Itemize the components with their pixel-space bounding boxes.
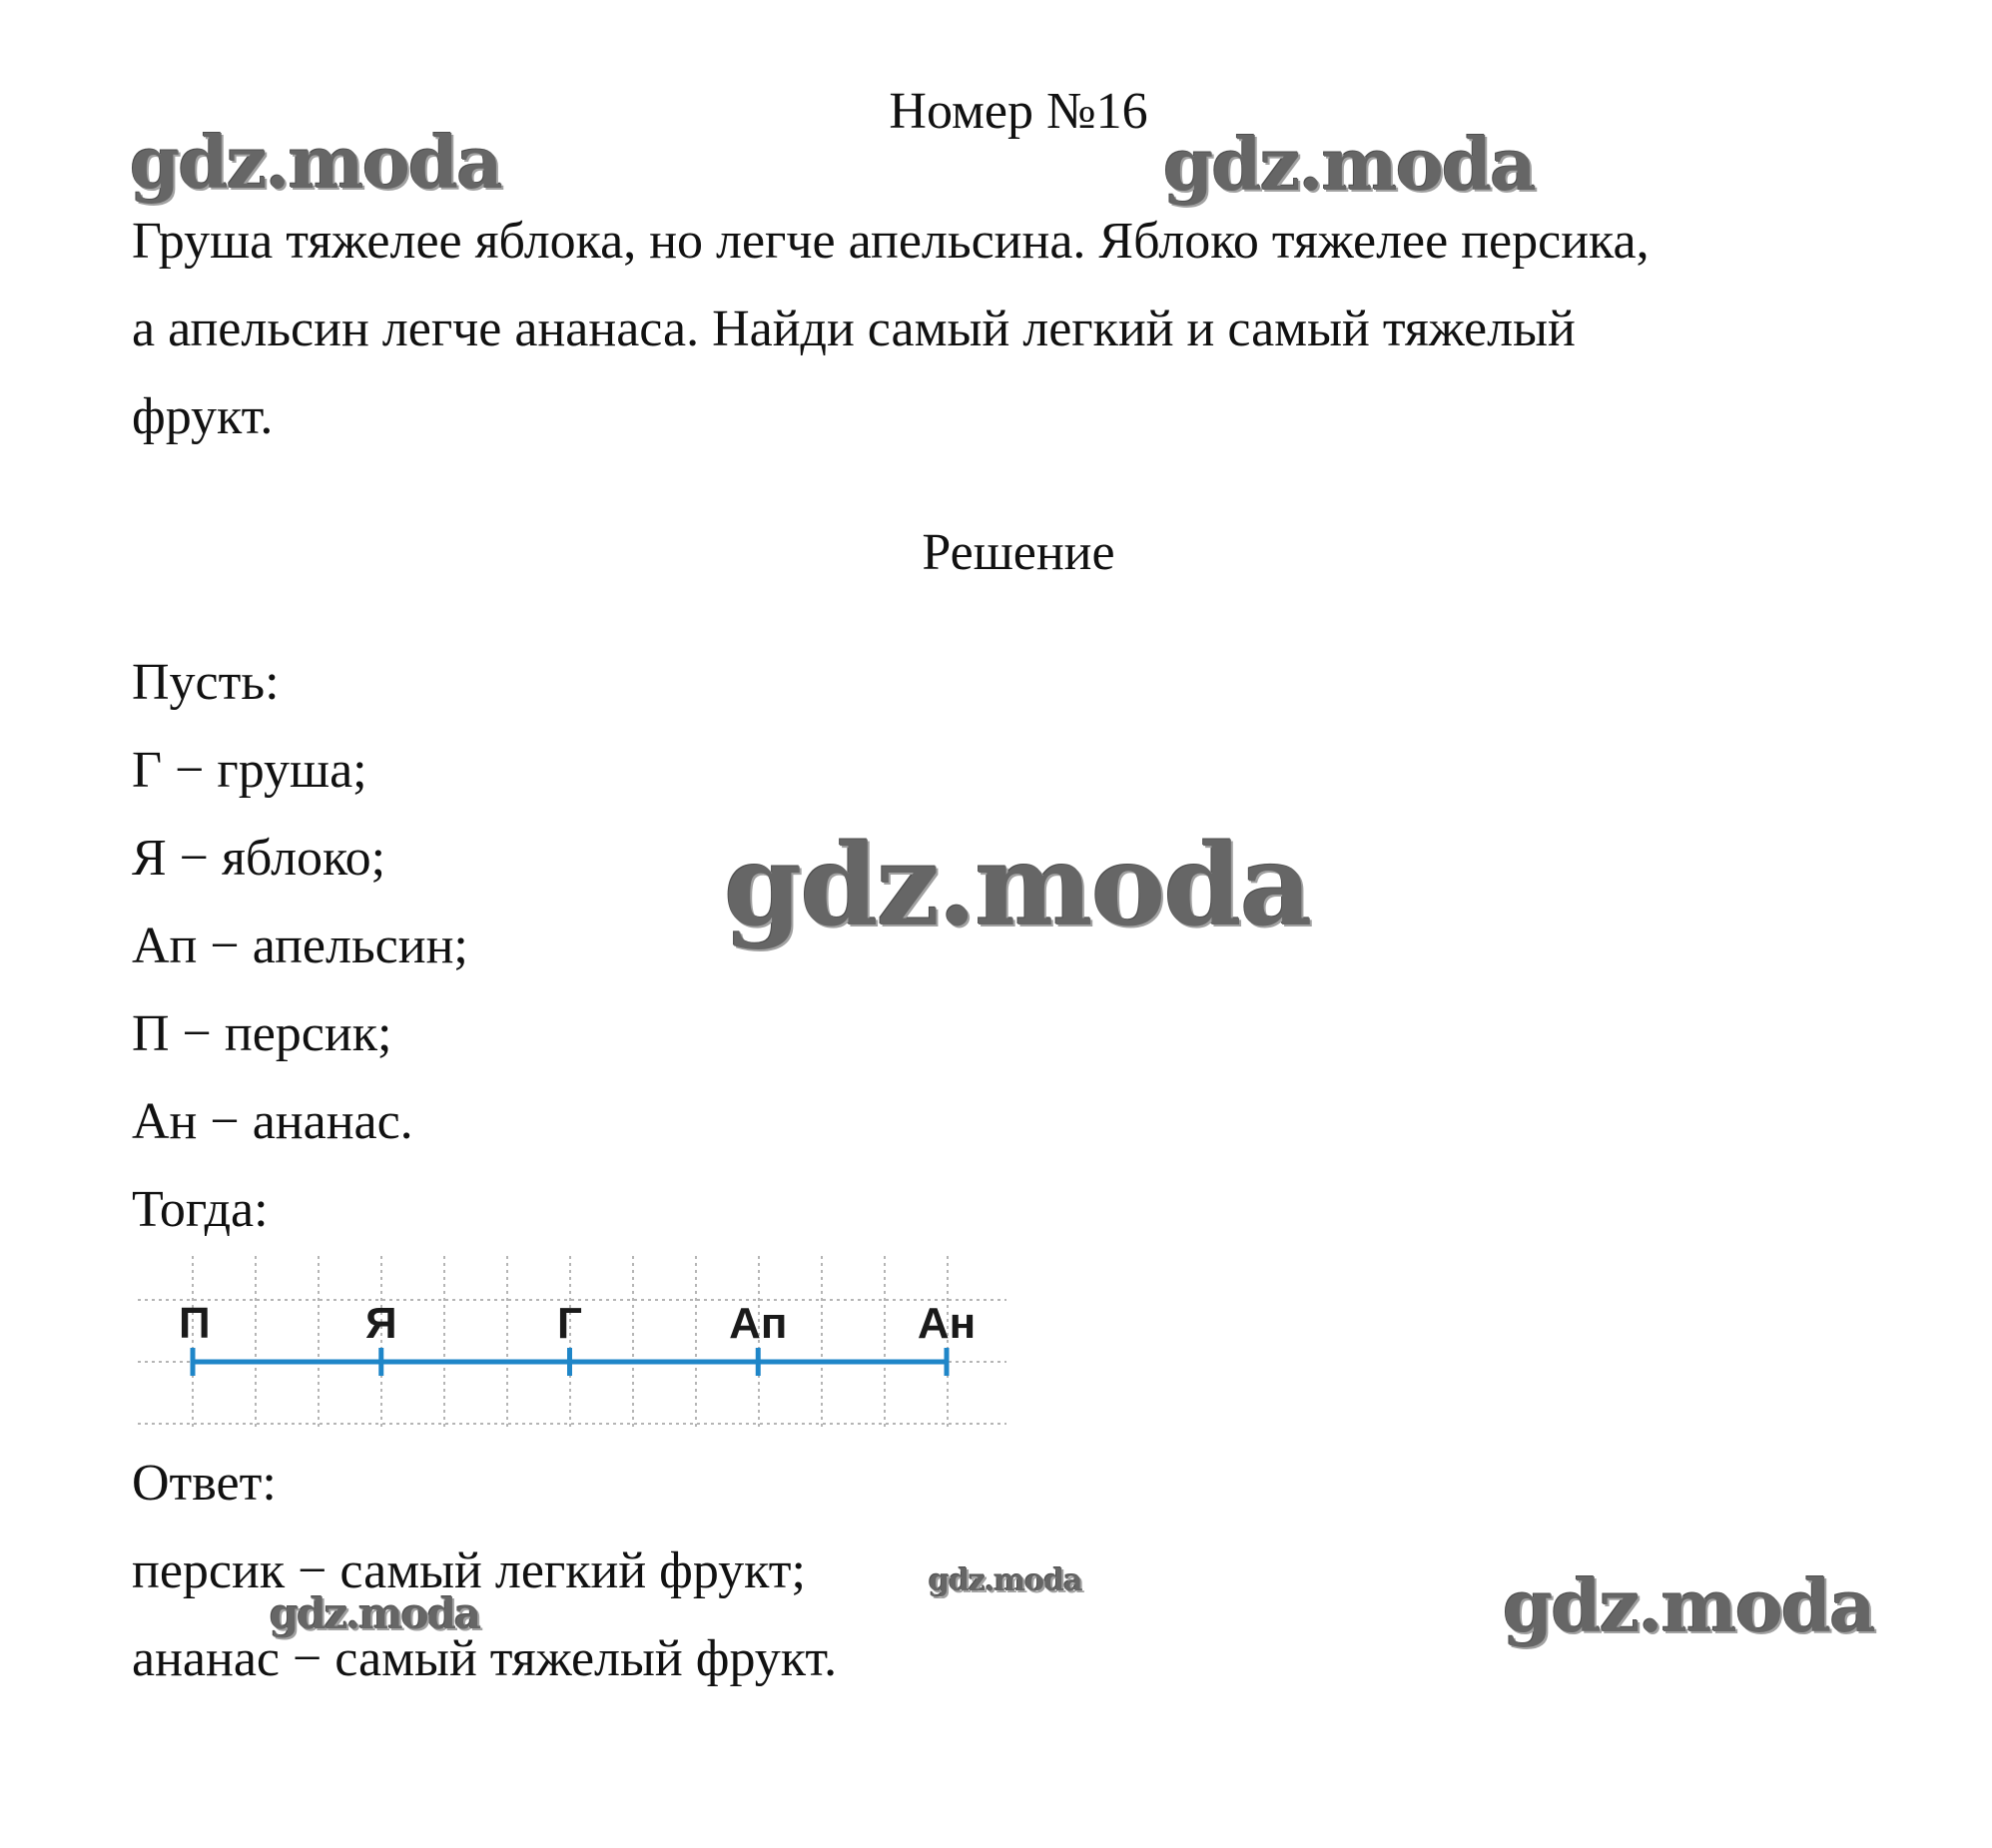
scale-label: Я bbox=[364, 1299, 397, 1348]
watermark-logo: gdz.moda bbox=[1163, 122, 1535, 207]
problem-line: фрукт. bbox=[132, 388, 274, 445]
scale-label: Ап bbox=[729, 1299, 788, 1348]
solution-then: Тогда: bbox=[132, 1181, 269, 1238]
problem-line: а апельсин легче ананаса. Найди самый легкий и самый тяжелый bbox=[132, 301, 1576, 357]
watermark-logo: gdz.moda bbox=[270, 1589, 480, 1638]
definition-item: П − персик; bbox=[132, 1005, 392, 1062]
answer-line-heaviest: ананас − самый тяжелый фрукт. bbox=[132, 1630, 838, 1687]
solution-heading: Решение bbox=[922, 524, 1115, 581]
answer-line-lightest: персик − самый легкий фрукт; bbox=[132, 1542, 806, 1599]
scale-label: Ан bbox=[917, 1299, 977, 1348]
scale-label: П bbox=[179, 1299, 211, 1348]
scale-label: Г bbox=[557, 1299, 582, 1348]
definition-item: Ан − ананас. bbox=[132, 1093, 413, 1150]
watermark-logo: gdz.moda bbox=[929, 1563, 1082, 1598]
definition-item: Я − яблоко; bbox=[132, 830, 386, 887]
definition-item: Ап − апельсин; bbox=[132, 918, 468, 974]
definition-item: Г − груша; bbox=[132, 742, 367, 799]
scale-labels bbox=[179, 1299, 976, 1348]
weight-scale-diagram bbox=[138, 1256, 1006, 1428]
page-title: Номер №16 bbox=[889, 83, 1148, 140]
watermark-logo: gdz.moda bbox=[724, 821, 1311, 951]
watermark-logo: gdz.moda bbox=[130, 120, 501, 205]
answer-label: Ответ: bbox=[132, 1455, 277, 1512]
solution-intro: Пусть: bbox=[132, 654, 280, 711]
watermark-logo: gdz.moda bbox=[1503, 1563, 1874, 1648]
problem-line: Груша тяжелее яблока, но легче апельсина. Яблоко тяжелее персика, bbox=[132, 213, 1650, 270]
